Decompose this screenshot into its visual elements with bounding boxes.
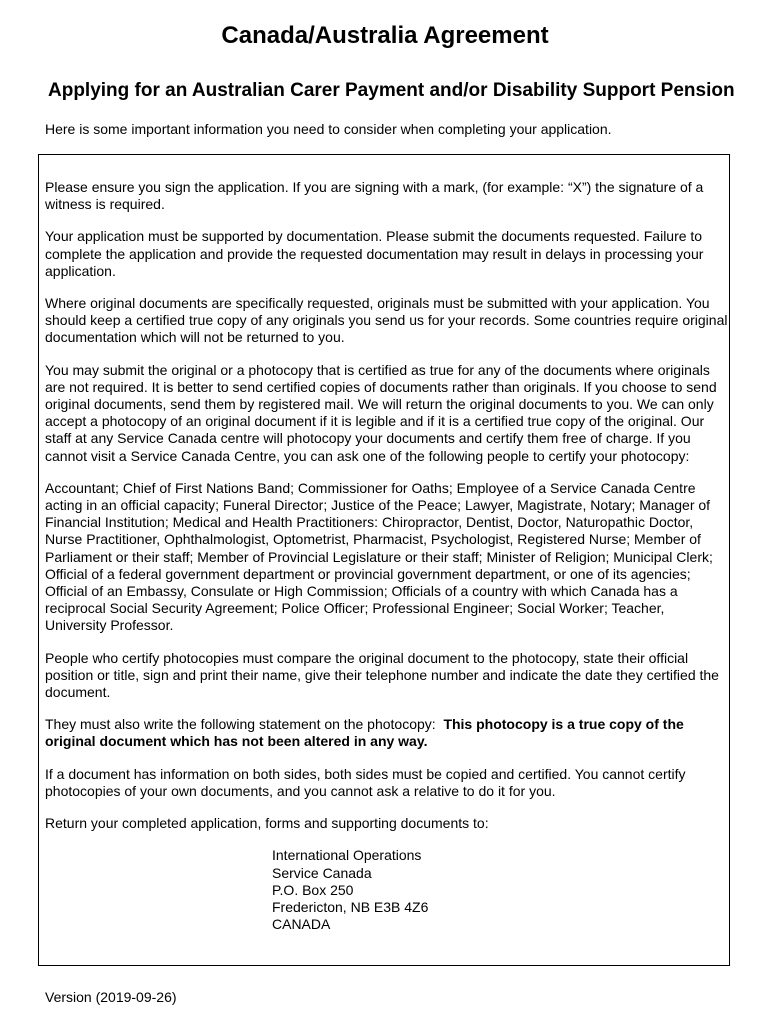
paragraph-certifiers: Accountant; Chief of First Nations Band; Commissioner for Oaths; Employee of a Service Canada Centre acting in an official capacity; Funeral Director; Justice of the Peace; Lawyer, Magistrate, Notary; Manager of Financial Institution; Medical and Health Practitioners: Chiropractor, Dentist, Doctor, Naturopathic Doctor, Nurse Practitioner, Ophthalmologist, Optometrist, Pharmacist, Psychologist, Registered Nurse; Member of Parliament or their staff; Member of Provincial Legislature or their staff; Minister of Religion; Municipal Clerk; Official of a federal government department or provincial government department, or one of its agencies; Official of an Embassy, Consulate or High Commission; Officials of a country with which Canada has a reciprocal Social Security Agreement; Police Officer; Professional Engineer; Social Worker; Teacher, University Professor. [45, 479, 713, 634]
paragraph-statement [45, 716, 728, 750]
paragraph-compare: People who certify photocopies must compare the original document to the photocopy, state their official position or title, sign and print their name, give their telephone number and indicate the date they certified the document. [45, 649, 719, 701]
statement-intro: They must also write the following statement on the photocopy: [45, 716, 444, 733]
mailing-address [272, 847, 728, 933]
address-line: CANADA [272, 916, 331, 933]
statement-bold: This photocopy is a true copy of the original document which has not been altered in any way. [45, 716, 684, 750]
paragraph-originals: Where original documents are specifically requested, originals must be submitted with your application. You should keep a certified true copy of any originals you send us for your records. Some countries require original documentation which will not be returned to you. [45, 295, 728, 346]
paragraph-return: Return your completed application, forms and supporting documents to: [45, 815, 489, 832]
paragraph-photocopy: You may submit the original or a photocopy that is certified as true for any of the documents where originals are not required. It is better to send certified copies of documents rather than originals. If you choose to send original documents, send them by registered mail. We will return the original documents to you. We can only accept a photocopy of an original document if it is legible and if it is a certified true copy of the original. Our staff at any Service Canada centre will photocopy your documents and certify them free of charge. If you cannot visit a Service Canada Centre, you can ask one of the following people to certify your photocopy: [45, 361, 717, 464]
paragraph-both-sides: If a document has information on both sides, both sides must be copied and certified. You cannot certify photocopies of your own documents, and you cannot ask a relative to do it for you. [45, 765, 686, 799]
document-subtitle: Applying for an Australian Carer Payment and/or Disability Support Pension [48, 80, 735, 101]
address-line: International Operations [272, 847, 422, 864]
address-line: P.O. Box 250 [272, 881, 354, 898]
version-label: Version (2019-09-26) [45, 989, 177, 1005]
paragraph-sign: Please ensure you sign the application. If you are signing with a mark, (for example: “X”) the signature of a witness is required. [45, 179, 704, 213]
information-content [45, 179, 728, 933]
paragraph-documentation: Your application must be supported by documentation. Please submit the documents requested. Failure to complete the application and provide the requested documentation may result in delays in processing your application. [45, 228, 704, 279]
information-box [38, 154, 730, 966]
address-line: Service Canada [272, 864, 372, 881]
intro-text: Here is some important information you need to consider when completing your application. [45, 121, 612, 137]
address-line: Fredericton, NB E3B 4Z6 [272, 898, 429, 915]
document-title: Canada/Australia Agreement [221, 22, 549, 49]
